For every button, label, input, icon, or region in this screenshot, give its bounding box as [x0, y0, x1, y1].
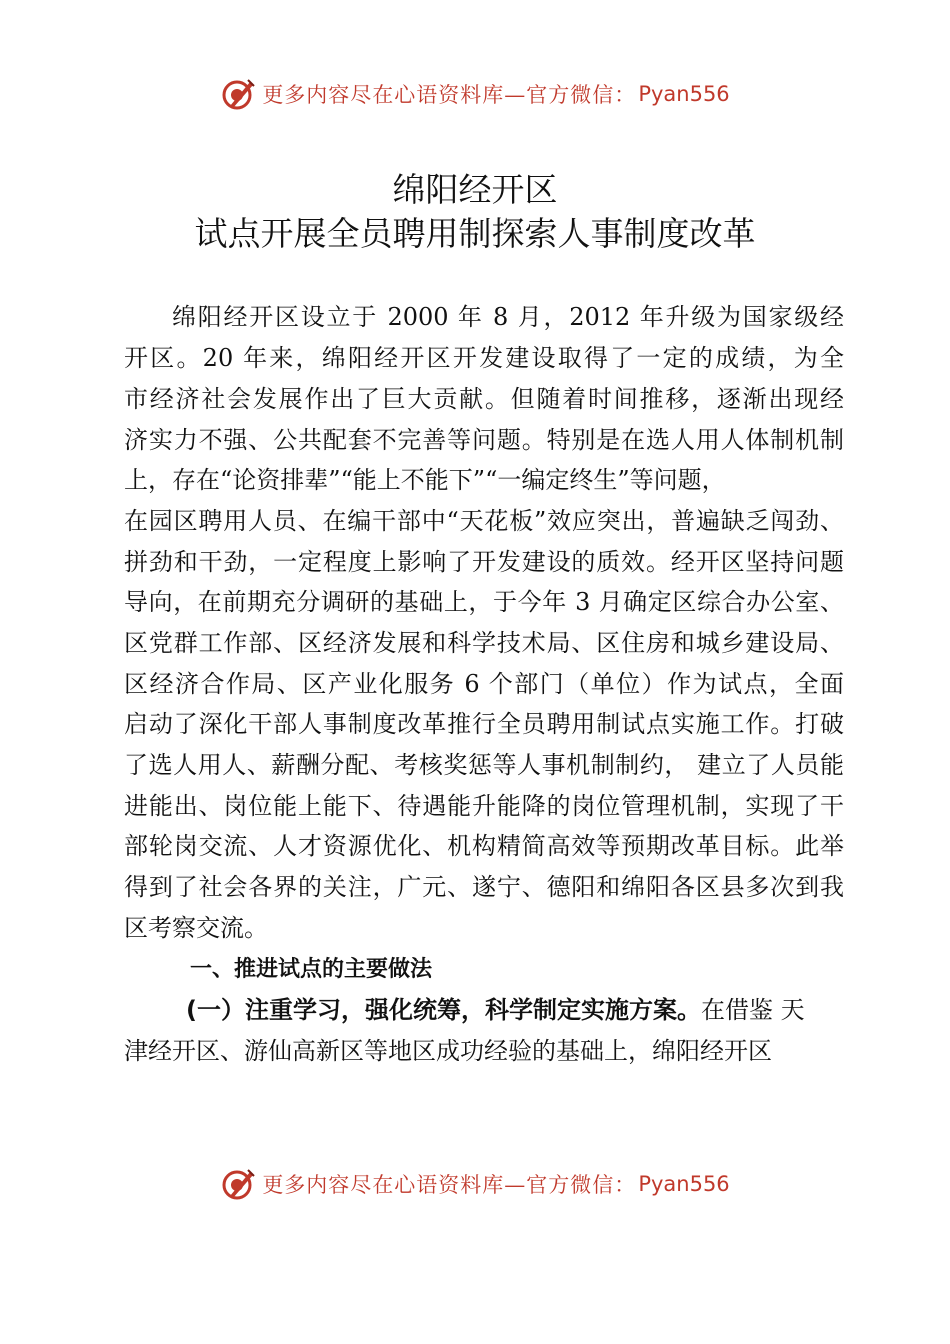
subsection-text: 在借鉴 天: [700, 996, 805, 1024]
watermark-banner-bottom: [0, 1162, 950, 1206]
body-line: 开区。20 年来，绵阳经开区开发建设取得了一定的成绩，为全: [124, 344, 844, 372]
watermark-banner-top: [0, 72, 950, 116]
body-line: 济实力不强、公共配套不完善等问题。特别是在选人用人体制机制: [124, 426, 844, 454]
body-line: 导向，在前期充分调研的基础上，于今年 3 月确定区综合办公室、: [124, 588, 844, 616]
body-line: 区考察交流。: [124, 914, 268, 942]
body-line: 绵阳经开区设立于 2000 年 8 月，2012 年升级为国家级经: [172, 303, 844, 331]
body-line: 拼劲和干劲，一定程度上影响了开发建设的质效。经开区坚持问题: [124, 548, 844, 576]
body-line: 区经济合作局、区产业化服务 6 个部门（单位）作为试点，全面: [124, 670, 844, 698]
subsection-line: [186, 990, 844, 1031]
watermark-wechat-id: Pyan556: [638, 82, 730, 106]
watermark-wechat-id: Pyan556: [638, 1172, 730, 1196]
body-line: 在园区聘用人员、在编干部中“天花板”效应突出，普遍缺乏闯劲、: [124, 507, 844, 535]
subsection-heading: (一）注重学习，强化统筹，科学制定实施方案。: [186, 996, 701, 1024]
pen-logo-icon: [220, 76, 256, 112]
body-line: 市经济社会发展作出了巨大贡献。但随着时间推移，逐渐出现经: [124, 385, 844, 413]
section-heading: 一、推进试点的主要做法: [190, 957, 433, 982]
document-title-line1: 绵阳经开区: [392, 170, 558, 209]
body-line: 了选人用人、薪酬分配、考核奖惩等人事机制制约， 建立了人员能: [124, 751, 844, 779]
pen-logo-icon: [220, 1166, 256, 1202]
watermark-text: 更多内容尽在心语资料库—官方微信：: [262, 1173, 637, 1197]
body-line: 上，存在“论资排辈”“能上不能下”“一编定终生”等问题，: [124, 466, 726, 494]
watermark-text: 更多内容尽在心语资料库—官方微信：: [262, 83, 637, 107]
body-line: 得到了社会各界的关注，广元、遂宁、德阳和绵阳各区县多次到我: [124, 873, 844, 901]
body-line: 区党群工作部、区经济发展和科学技术局、区住房和城乡建设局、: [124, 629, 844, 657]
document-title-line2: 试点开展全员聘用制探索人事制度改革: [194, 214, 756, 253]
body-line: 津经开区、游仙高新区等地区成功经验的基础上，绵阳经开区: [124, 1037, 772, 1065]
body-line: 进能出、岗位能上能下、待遇能升能降的岗位管理机制，实现了干: [124, 792, 844, 820]
body-line: 部轮岗交流、人才资源优化、机构精简高效等预期改革目标。此举: [124, 832, 844, 860]
body-line: 启动了深化干部人事制度改革推行全员聘用制试点实施工作。打破: [124, 710, 844, 738]
